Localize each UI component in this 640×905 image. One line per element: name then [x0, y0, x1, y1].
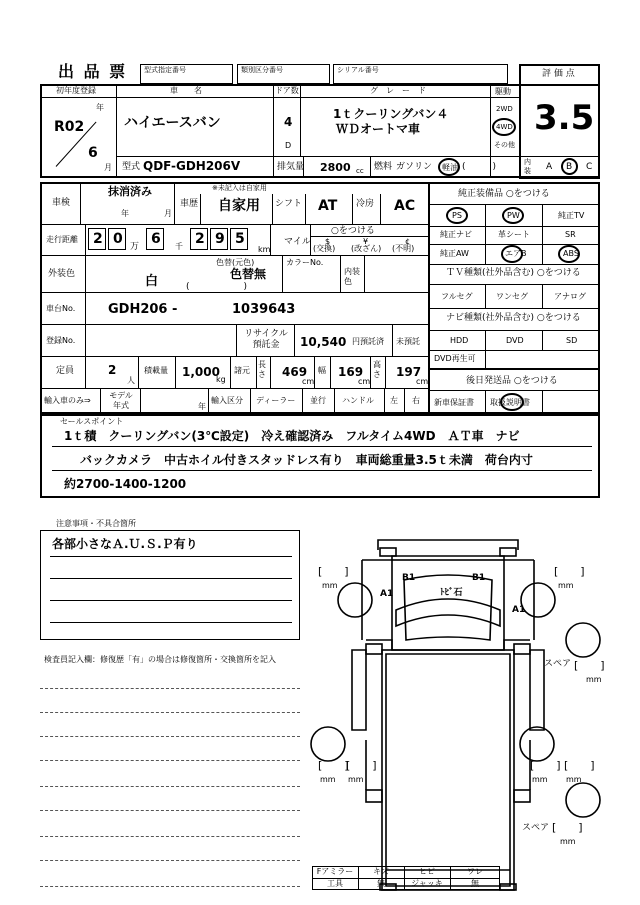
- legend-cell: ワレ: [467, 867, 483, 876]
- meter-b-sym: ¥: [363, 237, 369, 246]
- width-label: 幅: [318, 366, 326, 375]
- recycle-value: 10,540: [300, 335, 347, 349]
- drive-label: 駆動: [495, 87, 511, 96]
- aftermarket-title: 後日発送品 ○をつける: [466, 376, 558, 386]
- bracket-rr1: [ ]: [530, 759, 561, 772]
- equip-tv: 純正TV: [558, 211, 585, 220]
- shift-label: シフト: [275, 199, 303, 209]
- bracket-spare-front: [ ]: [574, 659, 605, 672]
- tv-oneseg: ワンセグ: [496, 292, 528, 301]
- mm-rl1: mm: [320, 775, 336, 784]
- height-cm: cm: [416, 377, 429, 386]
- tv-fullseg: フルセグ: [441, 292, 473, 301]
- grade-label: グ レ ー ド: [370, 86, 426, 95]
- inspection-month: 月: [164, 209, 172, 218]
- dims-label: 諸元: [234, 366, 250, 375]
- damage-glass: ﾄﾋﾞ石: [440, 588, 463, 598]
- spare-front-label: スペア: [544, 659, 572, 669]
- chassis-prefix: GDH206: [108, 302, 168, 317]
- load-label: 積載量: [144, 366, 168, 375]
- sales-line1: 1ｔ積 クーリングバン(3℃設定) 冷え確認済み フルタイム4WD ＡＴ車 ナビ: [64, 429, 520, 443]
- capacity-label: 定員: [56, 366, 75, 376]
- height-value: 197: [396, 365, 422, 379]
- model-value: QDF-GDH206V: [143, 159, 241, 173]
- navi-hdd: HDD: [450, 336, 469, 345]
- length-label: 長さ: [258, 360, 266, 379]
- first-reg-label: 初年度登録: [56, 86, 96, 95]
- mileage-km: km: [258, 245, 271, 254]
- inspection-value: 抹消済み: [108, 185, 152, 198]
- cc-unit: cc: [356, 167, 364, 175]
- month-suffix: 月: [104, 163, 112, 172]
- mileage-digit: 5: [235, 231, 245, 247]
- tv-title: ＴＶ種類(社外品含む) ○をつける: [446, 268, 581, 278]
- recycle-unit: 円預託済: [352, 337, 384, 346]
- mileage-digit: 6: [151, 231, 161, 247]
- load-value: 1,000: [182, 365, 220, 379]
- import-year: 年: [198, 402, 206, 411]
- serial-label: シリアル番号: [337, 66, 379, 74]
- dvd-label: DVD再生可: [434, 354, 476, 363]
- chassis-number: 1039643: [232, 302, 296, 317]
- legend-cell: 無: [377, 879, 385, 888]
- meter-a-sym: $: [325, 237, 331, 246]
- handle-left: 左: [390, 396, 398, 405]
- sales-line2: バックカメラ 中古ホイル付きスタッドレス有り 車両総重量3.5ｔ未満 荷台内寸: [80, 453, 533, 467]
- legend-cell: 無: [471, 879, 479, 888]
- equip-navi: 純正ナビ: [440, 230, 472, 239]
- legend-cell: ジャッキ: [411, 879, 443, 888]
- capacity-unit: 人: [127, 376, 135, 385]
- color-no-label: カラーNo.: [286, 258, 324, 267]
- cooler-label: 冷房: [356, 199, 375, 209]
- navi-title: ナビ種類(社外品含む) ○をつける: [446, 313, 581, 323]
- equip-airbag: エアB: [505, 249, 527, 258]
- shift-value: AT: [318, 198, 338, 214]
- sales-label: セールスポイント: [60, 417, 124, 426]
- bracket-rl1: [ ]: [318, 759, 349, 772]
- model-cert-label: 型式指定番号: [144, 66, 186, 74]
- legend-cell: キズ: [373, 867, 389, 876]
- doors-value: 4: [284, 115, 293, 129]
- inspector-label: 検査員記入欄：修復歴「有」の場合は修復箇所・交換箇所を記入: [44, 655, 276, 664]
- capacity-value: 2: [108, 363, 117, 377]
- class-code-label: 類別区分番号: [241, 66, 283, 74]
- mm-fr: mm: [558, 581, 574, 590]
- mileage-man: 万: [130, 242, 140, 252]
- width-value: 169: [338, 365, 364, 379]
- mileage-digit: 0: [113, 231, 123, 247]
- bracket-fl: [ ]: [318, 565, 349, 578]
- inspection-label: 車検: [52, 198, 71, 208]
- damage-a1-left: A1: [380, 589, 394, 599]
- displacement-label: 排気量: [277, 162, 305, 172]
- drive-2wd: 2WD: [496, 105, 513, 113]
- form-title: 出 品 票: [58, 62, 128, 81]
- meter-c: (不明): [392, 244, 415, 253]
- damage-a1-right: A1: [512, 605, 526, 615]
- meter-c-sym: ¢: [405, 237, 411, 246]
- handle-right: 右: [412, 396, 420, 405]
- chassis-dash: -: [172, 302, 178, 317]
- navi-dvd: DVD: [506, 336, 524, 345]
- meter-note: ○をつける: [331, 226, 375, 236]
- drive-other: その他: [494, 141, 515, 149]
- equip-leather: 革シート: [498, 230, 530, 239]
- equip-pw: PW: [507, 211, 520, 220]
- mileage-digit: 9: [215, 231, 225, 247]
- recycle-label: リサイクル預託金: [244, 329, 288, 350]
- repaint-paren: ( ): [186, 282, 248, 292]
- fuel-diesel: 軽油: [442, 163, 458, 172]
- import-class-label: 輸入区分: [211, 396, 243, 405]
- notes-title: 注意事項・不具合箇所: [56, 519, 136, 528]
- displacement-value: 2800: [320, 161, 351, 174]
- spare-rear-label: スペア: [522, 823, 550, 833]
- equipment-title: 純正装備品 ○をつける: [458, 189, 550, 199]
- legend-cell: ヒビ: [419, 867, 435, 876]
- history-label: 車歴: [180, 199, 199, 209]
- interior-label: 内装: [524, 158, 531, 175]
- doors-label: ドア数: [275, 86, 299, 95]
- grade-line2: ＷＤオートマ車: [336, 122, 421, 136]
- legend-cell: Fアミラー: [316, 867, 354, 876]
- exterior-label: 外装色: [48, 269, 76, 279]
- length-value: 469: [282, 365, 308, 379]
- mm-spare-rear: mm: [560, 837, 576, 846]
- interior-color-label: 内装色: [344, 267, 360, 286]
- mileage-label: 走行距離: [46, 235, 78, 244]
- sales-line3: 約2700-1400-1200: [64, 477, 187, 491]
- damage-b1-right: B1: [472, 573, 486, 583]
- mileage-digit: 2: [195, 231, 205, 247]
- import-label: 輸入車のみ⇒: [44, 396, 91, 405]
- model-label: 型式: [122, 162, 141, 172]
- handle-label: ハンドル: [342, 396, 374, 405]
- dealer-label: ディーラー: [256, 396, 296, 405]
- height-label: 高さ: [373, 360, 381, 379]
- equip-ps: PS: [452, 211, 462, 220]
- fuel-gasoline: ガソリン: [396, 162, 433, 172]
- repaint-value: 色替無: [230, 267, 267, 281]
- grade-line1: 1ｔクーリングバン４: [333, 107, 449, 121]
- history-value: 自家用: [218, 198, 260, 214]
- repaint-label: 色替(元色): [216, 258, 255, 267]
- load-unit: kg: [216, 375, 226, 384]
- model-year-label: モデル年式: [109, 391, 133, 410]
- chassis-label: 車台No.: [46, 304, 76, 313]
- mileage-digit: 2: [93, 231, 103, 247]
- score-label: 評 価 点: [542, 69, 575, 79]
- interior-c: C: [586, 162, 593, 172]
- reg-era: R02: [54, 119, 85, 135]
- car-name: ハイエースバン: [124, 115, 221, 131]
- cooler-value: AC: [394, 198, 416, 214]
- equip-sr: SR: [565, 230, 576, 239]
- mm-rr2: mm: [566, 775, 582, 784]
- damage-b1-left: B1: [402, 573, 416, 583]
- length-cm: cm: [302, 377, 315, 386]
- exterior-value: 白: [145, 274, 159, 289]
- mm-fl: mm: [322, 581, 338, 590]
- parallel-label: 並行: [310, 396, 326, 405]
- navi-sd: SD: [566, 336, 578, 345]
- equip-aw: 純正AW: [440, 249, 469, 258]
- score-value: 3.5: [534, 98, 595, 138]
- doors-unit: D: [285, 141, 292, 150]
- legend-cell: 工具: [327, 879, 343, 888]
- history-note: ※未記入は自家用: [212, 184, 267, 192]
- meter-b: (改ざん): [351, 244, 382, 253]
- aftermarket-warranty: 新車保証書: [434, 398, 474, 407]
- bracket-spare-rear: [ ]: [552, 821, 583, 834]
- fuel-paren: ( ): [462, 162, 497, 172]
- fuel-label: 燃料: [374, 162, 393, 172]
- mm-spare-front: mm: [586, 675, 602, 684]
- notes-line1: 各部小さなＡ.Ｕ.Ｓ.Ｐ有り: [52, 537, 198, 551]
- interior-a: A: [546, 162, 553, 172]
- inspection-year: 年: [121, 209, 129, 218]
- mile-label: マイル: [284, 237, 311, 247]
- bracket-fr: [ ]: [554, 565, 585, 578]
- equip-abs: ABS: [563, 249, 579, 258]
- reg-month: 6: [88, 145, 98, 161]
- drive-4wd: 4WD: [496, 123, 513, 131]
- meter-a: (交換): [313, 244, 336, 253]
- recycle-status: 未預託: [396, 337, 420, 346]
- tv-analog: アナログ: [554, 292, 586, 301]
- year-suffix: 年: [96, 103, 104, 112]
- bracket-rr2: [ ]: [564, 759, 595, 772]
- width-cm: cm: [358, 377, 371, 386]
- aftermarket-manual: 取扱説明書: [490, 398, 530, 407]
- interior-b: B: [566, 162, 573, 172]
- reg-no-label: 登録No.: [46, 336, 76, 345]
- bracket-rl2: [ ]: [346, 759, 377, 772]
- mileage-sen: 千: [175, 242, 183, 251]
- mm-rr1: mm: [532, 775, 548, 784]
- mm-rl2: mm: [348, 775, 364, 784]
- car-name-label: 車 名: [170, 86, 202, 95]
